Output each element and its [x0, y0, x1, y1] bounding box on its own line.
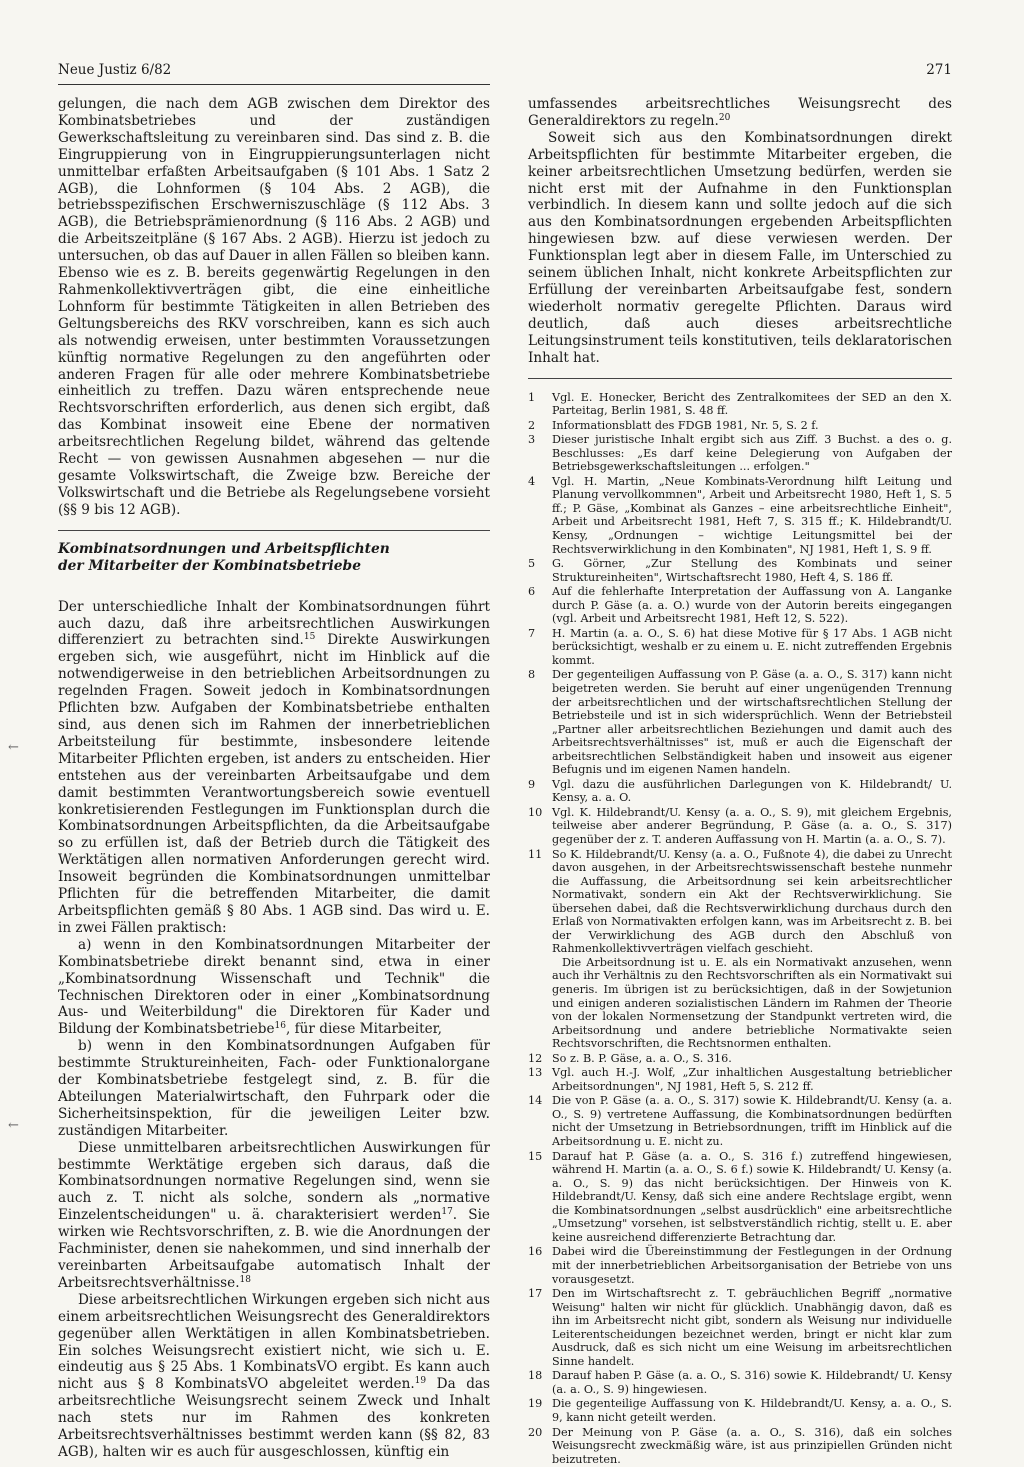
footnote-number: 9	[528, 777, 536, 791]
body-text: umfassendes arbeitsrechtliches Weisungsrecht des Generaldirektors zu regeln.	[528, 96, 952, 129]
running-header	[58, 62, 952, 84]
footnote	[528, 1287, 952, 1368]
footnote	[528, 419, 952, 433]
footnote	[528, 1245, 952, 1286]
footnote-text	[552, 585, 952, 626]
footnote-text	[552, 1369, 952, 1396]
margin-arrow-mark: ←	[8, 1118, 19, 1133]
footnote	[528, 557, 952, 584]
footnote-paragraph: G. Görner, „Zur Stellung des Kombinats und seiner Struktureinheiten", Wirtschaftsrecht 1980, Heft 4, S. 186 ff.	[552, 557, 952, 584]
right-column	[528, 96, 952, 1467]
footnote-text	[552, 1426, 952, 1467]
footnote-number: 4	[528, 474, 536, 488]
footnote-text	[552, 1287, 952, 1368]
footnote-number: 5	[528, 557, 536, 571]
footnote-text	[552, 433, 952, 474]
footnote-paragraph: So z. B. P. Gäse, a. a. O., S. 316.	[552, 1051, 732, 1065]
footnote-number: 18	[528, 1369, 543, 1383]
body-text: Da das arbeitsrechtliche Weisungsrecht seinem Zweck und Inhalt nach stets nur im Rahmen des konkreten Arbeitsrechtsverhältnisses bestimmt werden kann (§§ 82, 83 AGB), halten wir es auch für ausgeschlossen, künftig ein	[58, 1376, 490, 1460]
body-text: , für diese Mitarbeiter,	[286, 1021, 442, 1038]
footnote-text	[552, 557, 952, 584]
list-item	[58, 937, 490, 1038]
footnote-text	[552, 1052, 952, 1066]
footnote-ref: 19	[414, 1376, 427, 1387]
body-text: Direkte Auswirkungen ergeben sich, wie ausgeführt, nicht im Hinblick auf die notwendigerweise in den betrieblichen Arbeitsordnungen zu regelnden Fragen. Soweit jedoch in Kombinatsordnungen Pflichten bzw. Aufgaben der Kombinatsbetriebe enthalten sind, aus denen sich im Rahmen der innerbetrieblichen Arbeitsteilung für bestimmte, insbesondere leitende Mitarbeiter Pflichten ergeben, ist anders zu entscheiden. Hier entstehen aus der vereinbarten Arbeitsaufgabe und dem damit bestimmten Verantwortungsbereich sowie eventuell konkretisierenden Festlegungen im Funktionsplan durch die Kombinatsordnungen Arbeitspflichten, da die Arbeitsaufgabe so zu erfüllen ist, daß der Betrieb durch die Tätigkeit des Werktätigen allen normativen Anforderungen gerecht wird. Insoweit begründen die Kombinatsordnungen unmittelbar Pflichten für die betreffenden Mitarbeiter, die damit Arbeitspflichten gemäß § 80 Abs. 1 AGB sind. Das wird u. E. in zwei Fällen praktisch:	[58, 632, 490, 936]
footnote-ref: 17	[441, 1207, 453, 1218]
footnote-number: 16	[528, 1245, 543, 1259]
footnote-paragraph: Darauf hat P. Gäse (a. a. O., S. 316 f.) zutreffend hingewiesen, während H. Martin (a. a. O., S. 6 f.) sowie K. Hildebrandt/ U. Kensy (a. a. O., S. 9) das nicht berücksichtigen. Der Hinweis von K. Hildebrandt/U. Kensy, daß sich eine andere Rechtslage ergibt, wenn die Kombinatsordnungen „selbst ausdrücklich" eine arbeitsrechtliche „Umsetzung" vorsehen, ist selbstverständlich richtig, stellt u. E. aber keine ausreichend differenzierte Betrachtung dar.	[552, 1149, 952, 1244]
footnote-text	[552, 1245, 952, 1286]
left-column	[58, 96, 490, 1461]
footnote-ref: 15	[303, 632, 316, 643]
footnote	[528, 1426, 952, 1467]
footnote	[528, 1066, 952, 1093]
body-paragraph	[58, 1292, 490, 1461]
footnote-number: 19	[528, 1397, 543, 1411]
footnote-paragraph: Informationsblatt des FDGB 1981, Nr. 5, S. 2 f.	[552, 418, 819, 432]
footnote-text	[552, 668, 952, 776]
footnote-text	[552, 1094, 952, 1148]
footnote-text	[552, 419, 952, 433]
footnote-paragraph: Den im Wirtschaftsrecht z. T. gebräuchlichen Begriff „normative Weisung" halten wir nicht für glücklich. Unabhängig davon, daß es ihn im Arbeitsrecht nicht gibt, sondern als Weisung nur individuelle Leiterentscheidungen bezeichnet werden, bringt er nicht klar zum Ausdruck, daß es sich nicht um eine Weisung im arbeitsrechtlichen Sinne handelt.	[552, 1287, 952, 1368]
footnote-number: 8	[528, 668, 536, 682]
footnote-number: 7	[528, 626, 536, 640]
footnote-paragraph: Darauf haben P. Gäse (a. a. O., S. 316) sowie K. Hildebrandt/ U. Kensy (a. a. O., S. 9) hingewiesen.	[552, 1369, 952, 1396]
footnote-number: 14	[528, 1094, 543, 1108]
footnote	[528, 627, 952, 668]
footnote	[528, 391, 952, 418]
footnote-number: 13	[528, 1066, 543, 1080]
footnote-paragraph: Vgl. K. Hildebrandt/U. Kensy (a. a. O., S. 9), mit gleichem Ergebnis, teilweise aber anderer Begründung, P. Gäse (a. a. O., S. 317) gegenüber der z. T. anderen Auffassung von H. Martin (a. a. O., S. 7).	[552, 805, 952, 846]
section-heading	[58, 541, 490, 575]
footnote	[528, 585, 952, 626]
footnote	[528, 475, 952, 556]
body-text: a) wenn in den Kombinatsordnungen Mitarbeiter der Kombinatsbetriebe direkt benannt sind, etwa in einer „Kombinatsordnung Wissenschaft und Technik" die Technischen Direktoren oder in einer „Kombinatsordnung Aus- und Weiterbildung" die Direktoren für Kader und Bildung der Kombinatsbetriebe	[58, 936, 490, 1038]
body-paragraph: gelungen, die nach dem AGB zwischen dem Direktor des Kombinatsbetriebes und der zuständigen Gewerkschaftsleitung zu vereinbaren sind. Das sind z. B. die Eingruppierung von in Eingruppierungsunterlagen nicht unmittelbar erfaßten Arbeitsaufgaben (§ 101 Abs. 1 Satz 2 AGB), die Lohnformen (§ 104 Abs. 2 AGB), die betriebsspezifischen Erschwerniszuschläge (§ 112 Abs. 3 AGB), die Betriebsprämienordnung (§ 116 Abs. 2 AGB) und die Arbeitszeitpläne (§ 167 Abs. 2 AGB). Hierzu ist jedoch zu untersuchen, ob das auf Dauer in allen Fällen so bleiben kann. Ebenso wie es z. B. bereits gegenwärtig Regelungen in den Rahmenkollektivverträgen gibt, die eine einheitliche Lohnform für bestimmte Tätigkeiten in allen Betrieben des Geltungsbereichs des RKV vorschreiben, kann es sich auch als notwendig erweisen, unter bestimmten Voraussetzungen künftig normative Regelungen zu den angeführten oder anderen Fragen für alle oder mehrere Kombinatsbetriebe einheitlich zu treffen. Dazu wären entsprechende neue Rechtsvorschriften erforderlich, aus denen sich ergibt, daß das Kombinat insoweit eine Ebene der normativen arbeitsrechtlichen Regelung bildet, während das geltende Recht — von gewissen Ausnahmen abgesehen — nur die gesamte Volkswirtschaft, die Zweige bzw. Bereiche der Volkswirtschaft und die Betriebe als Regelungsebene vorsieht (§§ 9 bis 12 AGB).	[58, 96, 490, 518]
margin-arrow-mark: ←	[8, 740, 19, 755]
footnote-number: 12	[528, 1051, 543, 1065]
footnote	[528, 1369, 952, 1396]
footnote-number: 10	[528, 805, 543, 819]
footnote	[528, 1094, 952, 1148]
journal-title: Neue Justiz 6/82	[58, 62, 172, 78]
footnote	[528, 1052, 952, 1066]
body-text: Der unterschiedliche Inhalt der Kombinatsordnungen führt auch dazu, daß ihre arbeitsrechtlichen Auswirkungen differenziert zu betrachten sind.	[58, 598, 490, 649]
footnote-paragraph: Vgl. E. Honecker, Bericht des Zentralkomitees der SED an den X. Parteitag, Berlin 1981, S. 48 ff.	[552, 390, 952, 418]
page-number: 271	[926, 62, 952, 78]
footnote	[528, 1150, 952, 1245]
footnote-paragraph: H. Martin (a. a. O., S. 6) hat diese Motive für § 17 Abs. 1 AGB nicht berücksichtigt, weshalb er zu einem u. E. nicht zutreffenden Ergebnis kommt.	[552, 626, 952, 667]
footnote-paragraph: Die Arbeitsordnung ist u. E. als ein Normativakt anzusehen, wenn auch ihr Verhältnis zu den Rechtsvorschriften als ein Normativakt sui generis. Im übrigen ist zu berücksichtigen, daß in der Sowjetunion und einigen anderen sozialistischen Ländern im Rahmen der Theorie von der lokalen Normensetzung der Standpunkt vertreten wird, die Arbeitsordnung und andere betriebliche Normativakte seien Rechtsvorschriften, die Rechtsnormen enthalten.	[552, 955, 952, 1051]
footnote-number: 20	[528, 1425, 543, 1439]
footnote-paragraph: So K. Hildebrandt/U. Kensy (a. a. O., Fußnote 4), die dabei zu Unrecht davon ausgehen, in der Arbeitsrechtswissenschaft bestehe nunmehr die Auffassung, die Arbeitsordnung sei kein arbeitsrechtlicher Normativakt, sondern ein Akt der Rechtsverwirklichung. Sie übersehen dabei, daß die Rechtsverwirklichung durchaus durch den Erlaß von Normativakten erfolgen kann, was im Arbeitsrecht z. B. bei der Verwirklichung des AGB durch den Abschluß von Rahmenkollektivverträgen vielfach geschieht.	[552, 847, 952, 956]
footnote-text	[552, 1150, 952, 1245]
footnote-paragraph: Vgl. dazu die ausführlichen Darlegungen von K. Hildebrandt/ U. Kensy, a. a. O.	[552, 777, 952, 805]
footnote-ref: 16	[274, 1021, 286, 1032]
body-text: Diese arbeitsrechtlichen Wirkungen ergeben sich nicht aus einem arbeitsrechtlichen Weisungsrecht des Generaldirektors gegenüber allen Werktätigen in allen Kombinatsbetrieben. Ein solches Weisungsrecht existiert nicht, wie sich u. E. eindeutig aus § 25 Abs. 1 KombinatsVO ergibt. Es kann auch nicht aus § 8 KombinatsVO abgeleitet werden.	[58, 1291, 490, 1393]
footnote-number: 17	[528, 1287, 543, 1301]
footnote	[528, 1397, 952, 1424]
footnote-text	[552, 627, 952, 668]
body-paragraph: Soweit sich aus den Kombinatsordnungen direkt Arbeitspflichten für bestimmte Mitarbeiter ergeben, die keiner arbeitsrechtlichen Umsetzung bedürfen, werden sie nicht erst mit der Aufnahme in den Funktionsplan verbindlich. In diesem kann und sollte jedoch auf die sich aus den Kombinatsordnungen ergebenden Arbeitspflichten hingewiesen bzw. auf diese verwiesen werden. Der Funktionsplan legt aber in diesem Falle, im Unterschied zu seinem üblichen Inhalt, nicht konkrete Arbeitspflichten zur Erfüllung der vereinbarten Arbeitsaufgabe fest, sondern wiederholt normativ geregelte Pflichten. Daraus wird deutlich, daß auch dieses arbeitsrechtliche Leitungsinstrument teils konstitutiven, teils deklaratorischen Inhalt hat.	[528, 129, 952, 366]
footnote-paragraph: Die von P. Gäse (a. a. O., S. 317) sowie K. Hildebrandt/U. Kensy (a. a. O., S. 9) vertretene Auffassung, die Kombinatsordnungen bedürften nicht der Umsetzung in Betriebsordnungen, trifft im Hinblick auf die Arbeitsordnung u. E. nicht zu.	[552, 1094, 952, 1149]
footnote	[528, 848, 952, 1051]
footnote-paragraph: Der gegenteiligen Auffassung von P. Gäse (a. a. O., S. 317) kann nicht beigetreten werden. Sie beruht auf einer ungenügenden Trennung der arbeitsrechtlichen und der wirtschaftsrechtlichen Stellung der Betriebsteile und ist in sich widersprüchlich. Wenn der Betriebsteil „Partner aller arbeitsrechtlichen Beziehungen und damit auch des Arbeitsrechtsverhältnisses" ist, muß er auch die Eigenschaft der arbeitsrechtlichen Selbständigkeit haben und insoweit aus eigener Befugnis und im eigenen Namen handeln.	[552, 668, 952, 777]
footnote-paragraph: Auf die fehlerhafte Interpretation der Auffassung von A. Langanke durch P. Gäse (a. a. O.) wurde von der Autorin bereits eingegangen (vgl. Arbeit und Arbeitsrecht 1981, Heft 12, S. 522).	[552, 585, 952, 626]
footnote-number: 3	[528, 433, 536, 447]
footnote-number: 15	[528, 1149, 543, 1163]
footnote-paragraph: Vgl. auch H.-J. Wolf, „Zur inhaltlichen Ausgestaltung betrieblicher Arbeitsordnungen", NJ 1981, Heft 5, S. 212 ff.	[552, 1066, 952, 1093]
footnote-number: 11	[528, 847, 543, 861]
footnote-number: 2	[528, 418, 536, 432]
footnote-ref: 20	[718, 112, 731, 123]
footnote-text	[552, 778, 952, 805]
footnote-ref: 18	[239, 1274, 251, 1285]
footnote-text	[552, 806, 952, 847]
footnote	[528, 433, 952, 474]
section-heading-line: der Mitarbeiter der Kombinatsbetriebe	[58, 557, 361, 574]
footnote-text	[552, 1066, 952, 1093]
footnote-number: 6	[528, 585, 536, 599]
footnote-paragraph: Dabei wird die Übereinstimmung der Festlegungen in der Ordnung mit der innerbetrieblichen Arbeitsorganisation der Betriebe von uns vorausgesetzt.	[552, 1245, 952, 1286]
footnote-number: 1	[528, 390, 536, 404]
header-rule	[58, 84, 490, 85]
body-paragraph	[528, 96, 952, 130]
footnote	[528, 806, 952, 847]
footnote-paragraph: Dieser juristische Inhalt ergibt sich aus Ziff. 3 Buchst. a des o. g. Beschlusses: „Es darf keine Delegierung von Aufgaben der Betriebsgewerkschaftsleitungen ... erfolgen."	[552, 433, 952, 474]
footnote-paragraph: Der Meinung von P. Gäse (a. a. O., S. 316), daß ein solches Weisungsrecht zweckmäßig wäre, ist aus prinzipiellen Gründen nicht beizutreten.	[552, 1425, 952, 1466]
body-text: . Sie wirken wie Rechtsvorschriften, z. B. wie die Anordnungen der Fachminister, denen sie nahekommen, und sind innerhalb der vereinbarten Arbeitsaufgabe automatisch Inhalt der Arbeitsrechtsverhältnisse.	[58, 1207, 490, 1291]
footnote-paragraph: Vgl. H. Martin, „Neue Kombinats-Verordnung hilft Leitung und Planung vervollkommnen", Arbeit und Arbeitsrecht 1980, Heft 1, S. 5 ff.; P. Gäse, „Kombinat als Ganzes – eine arbeitsrechtliche Einheit", Arbeit und Arbeitsrecht 1981, Heft 7, S. 315 ff.; K. Hildebrandt/U. Kensy, „Ordnungen – wichtige Leitungsmittel bei der Rechtsverwirklichung in den Kombinaten", NJ 1981, Heft 1, S. 9 ff.	[552, 474, 952, 556]
section-rule	[58, 530, 490, 531]
section-heading-line: Kombinatsordnungen und Arbeitspflichten	[58, 540, 390, 557]
footnote-text	[552, 848, 952, 1051]
body-text: Diese unmittelbaren arbeitsrechtlichen Auswirkungen für bestimmte Werktätige ergeben sich daraus, daß die Kombinatsordnungen normative Regelungen sind, wenn sie auch z. T. nicht als solche, sondern als „normative Einzelentscheidungen" u. ä. charakterisiert werden	[58, 1139, 490, 1224]
footnote	[528, 668, 952, 776]
body-paragraph	[58, 599, 490, 937]
footnote-paragraph: Die gegenteilige Auffassung von K. Hildebrandt/U. Kensy, a. a. O., S. 9, kann nicht geteilt werden.	[552, 1397, 952, 1424]
body-paragraph	[58, 1140, 490, 1292]
footnote-text	[552, 1397, 952, 1424]
footnote	[528, 778, 952, 805]
footnote-rule	[528, 378, 952, 379]
footnote-text	[552, 475, 952, 556]
footnote-text	[552, 391, 952, 418]
list-item: b) wenn in den Kombinatsordnungen Aufgaben für bestimmte Struktureinheiten, Fach- oder Funktionalorgane der Kombinatsbetriebe festgelegt sind, z. B. für die Abteilungen Materialwirtschaft, den Fuhrpark oder die Sicherheitsinspektion, für die jeweiligen Leiter bzw. zuständigen Mitarbeiter.	[58, 1038, 490, 1139]
footnotes-list	[528, 391, 952, 1467]
